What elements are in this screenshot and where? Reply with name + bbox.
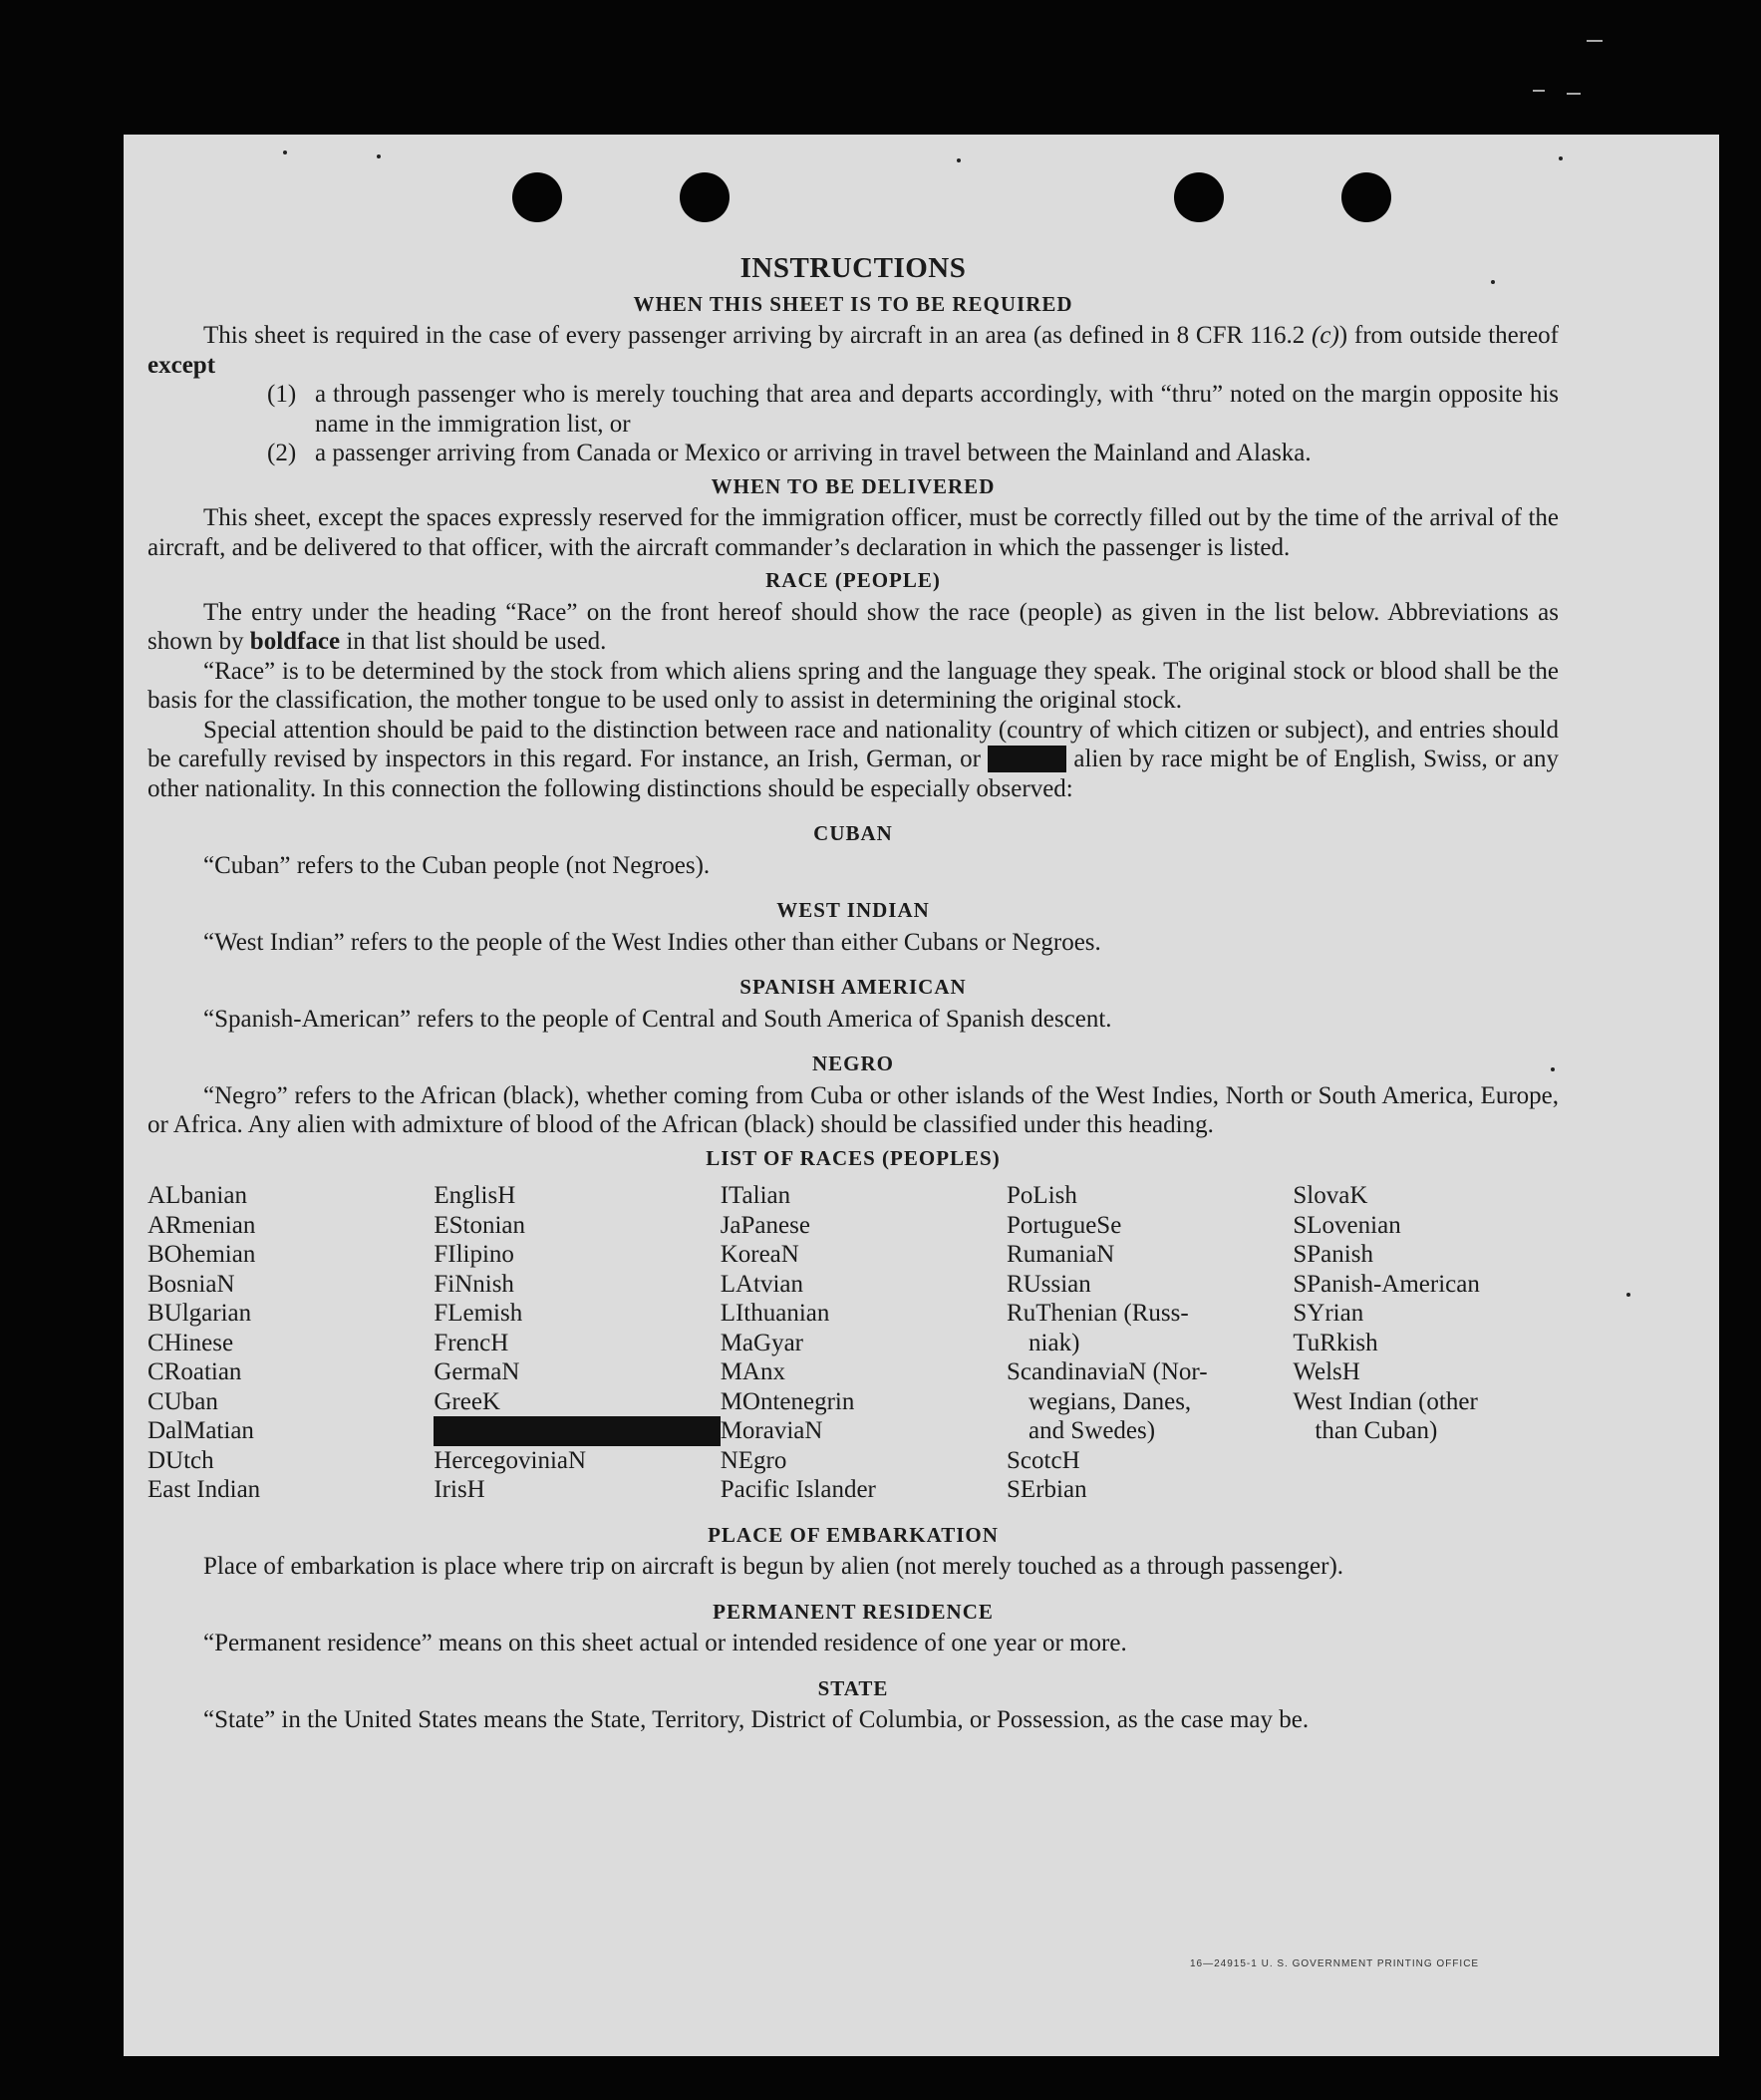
heading-west-indian: WEST INDIAN	[776, 898, 930, 922]
punch-hole	[1341, 172, 1391, 222]
races-column	[147, 1181, 434, 1505]
races-column	[1007, 1181, 1293, 1505]
race-entry: PoLish	[1007, 1182, 1077, 1209]
race-entry: LAtvian	[720, 1270, 804, 1298]
race-entry: FrencH	[434, 1329, 509, 1356]
paragraph-race-2: “Race” is to be determined by the stock from which aliens spring and the language they speak. The original stock or blood shall be the basis for the classification, the mother tongue to be used only to assist in determining the original stock.	[147, 657, 1559, 714]
heading-when-delivered: WHEN TO BE DELIVERED	[711, 473, 996, 498]
race-entry: SPanish-American	[1293, 1270, 1480, 1298]
race-entry: SYrian	[1293, 1300, 1364, 1327]
race-entry: EStonian	[434, 1211, 526, 1239]
race-entry: DalMatian	[147, 1417, 254, 1444]
paper-speck	[1626, 1293, 1630, 1297]
race-entry: BUlgarian	[147, 1300, 252, 1327]
race-entry: TuRkish	[1293, 1329, 1378, 1356]
paragraph-negro: “Negro” refers to the African (black), whether coming from Cuba or other islands of the West Indies, North or South America, Europe, or Africa. Any alien with admixture of blood of the African (black) should be classified under this heading.	[147, 1081, 1559, 1138]
race-entry: MOntenegrin	[720, 1387, 855, 1415]
race-entry: CRoatian	[147, 1358, 242, 1385]
heading-state: STATE	[817, 1675, 889, 1700]
heading-list-of-races: LIST OF RACES (PEOPLES)	[706, 1145, 1001, 1170]
paragraph-west-indian: “West Indian” refers to the people of the West Indies other than either Cubans or Negroes.	[203, 928, 1101, 956]
race-entry: ScotcH	[1007, 1446, 1080, 1474]
punch-hole	[1174, 172, 1224, 222]
race-entry: and Swedes)	[1028, 1417, 1156, 1444]
race-entry: CUban	[147, 1387, 218, 1415]
race-entry: DUtch	[147, 1446, 214, 1474]
edge-mark	[1587, 40, 1603, 42]
race-entry: HercegoviniaN	[434, 1446, 587, 1474]
races-column	[1293, 1181, 1559, 1505]
race-entry: FiNnish	[434, 1270, 514, 1298]
race-entry: wegians, Danes,	[1028, 1387, 1192, 1415]
race-entry: East Indian	[147, 1476, 261, 1503]
races-column	[721, 1181, 1007, 1505]
race-entry: MoraviaN	[720, 1417, 823, 1444]
printer-imprint: 16—24915-1 U. S. GOVERNMENT PRINTING OFFICE	[1190, 1958, 1480, 1969]
heading-embarkation: PLACE OF EMBARKATION	[708, 1522, 999, 1547]
paragraph-state: “State” in the United States means the State, Territory, District of Columbia, or Possession, as the case may be.	[203, 1706, 1310, 1733]
page-title: INSTRUCTIONS	[739, 252, 967, 284]
document-page	[124, 135, 1719, 2056]
paragraph-permanent-residence: “Permanent residence” means on this sheet actual or intended residence of one year or more.	[203, 1630, 1127, 1656]
paragraph-race-3: Special attention should be paid to the distinction between race and nationality (country of which citizen or subject), and entries should be carefully revised by inspectors in this regard. For instance, an Irish, German, or alien by race might be of English, Swiss, or any other nationality. In this connection the following distinctions should be especially observed:	[147, 716, 1559, 802]
race-entry: BOhemian	[147, 1241, 256, 1268]
heading-permanent-residence: PERMANENT RESIDENCE	[713, 1599, 994, 1624]
heading-spanish-american: SPANISH AMERICAN	[739, 975, 967, 999]
race-entry: RuThenian (Russ-	[1007, 1300, 1189, 1327]
race-entry	[434, 1416, 720, 1446]
heading-when-required: WHEN THIS SHEET IS TO BE REQUIRED	[633, 291, 1073, 316]
race-entry: WelsH	[1293, 1358, 1360, 1385]
race-entry: JaPanese	[720, 1211, 810, 1239]
race-entry: SlovaK	[1293, 1182, 1368, 1209]
race-entry: KoreaN	[720, 1241, 799, 1268]
race-entry: ALbanian	[147, 1182, 247, 1209]
punch-hole	[512, 172, 562, 222]
instructions-body	[147, 254, 1559, 1735]
race-entry: ScandinaviaN (Nor-	[1007, 1358, 1208, 1385]
list-item: (2) a passenger arriving from Canada or Mexico or arriving in travel between the Mainland and Alaska.	[267, 440, 1312, 466]
paragraph-when-required: This sheet is required in the case of every passenger arriving by aircraft in an area (as defined in 8 CFR 116.2 (c)) from outside thereof except	[147, 322, 1559, 379]
punch-hole	[680, 172, 730, 222]
edge-mark	[1567, 93, 1581, 95]
paper-speck	[377, 154, 381, 158]
race-entry: SLovenian	[1293, 1211, 1401, 1239]
race-entry: LIthuanian	[720, 1300, 830, 1327]
race-entry: niak)	[1028, 1329, 1080, 1356]
race-entry: FIlipino	[434, 1241, 514, 1268]
paragraph-when-delivered: This sheet, except the spaces expressly reserved for the immigration officer, must be correctly filled out by the time of the arrival of the aircraft, and be delivered to that officer, with the aircraft commander’s declaration in which the passenger is listed.	[147, 504, 1559, 561]
race-entry: SPanish	[1293, 1241, 1373, 1268]
race-entry: RUssian	[1007, 1270, 1091, 1298]
paper-speck	[283, 150, 287, 154]
redacted-word	[988, 746, 1066, 772]
race-entry: West Indian (other	[1293, 1387, 1478, 1415]
heading-negro: NEGRO	[811, 1051, 894, 1075]
edge-mark	[1533, 90, 1545, 92]
race-entry: RumaniaN	[1007, 1241, 1115, 1268]
race-entry: BosniaN	[147, 1270, 235, 1298]
race-entry: ARmenian	[147, 1211, 256, 1239]
paragraph-race-1: The entry under the heading “Race” on the front hereof should show the race (people) as given in the list below. Abbreviations as shown by boldface in that list should be used.	[147, 598, 1559, 655]
paragraph-cuban: “Cuban” refers to the Cuban people (not Negroes).	[203, 851, 711, 879]
race-entry: MaGyar	[720, 1329, 803, 1356]
race-entry: GreeK	[434, 1387, 500, 1415]
list-item: (1) a through passenger who is merely touching that area and departs accordingly, with “thru” noted on the margin opposite his name in the immigration list, or	[267, 381, 1559, 438]
race-entry: than Cuban)	[1315, 1417, 1438, 1444]
race-entry: EnglisH	[434, 1182, 516, 1209]
race-entry: IrisH	[434, 1476, 485, 1503]
heading-cuban: CUBAN	[813, 821, 893, 845]
paper-speck	[957, 158, 961, 162]
race-entry: CHinese	[147, 1329, 234, 1356]
race-entry: MAnx	[720, 1358, 785, 1385]
race-entry: Pacific Islander	[720, 1476, 876, 1503]
race-entry: FLemish	[434, 1300, 523, 1327]
race-entry: SErbian	[1007, 1476, 1087, 1503]
heading-race: RACE (PEOPLE)	[765, 568, 941, 592]
race-entry: NEgro	[720, 1446, 787, 1474]
paragraph-embarkation: Place of embarkation is place where trip on aircraft is begun by alien (not merely touched as a through passenger).	[203, 1553, 1344, 1580]
paper-speck	[1559, 156, 1563, 160]
race-entry: ITalian	[720, 1182, 791, 1209]
race-entry: PortugueSe	[1007, 1211, 1122, 1239]
race-entry: GermaN	[434, 1358, 520, 1385]
paragraph-spanish-american: “Spanish-American” refers to the people of Central and South America of Spanish descent.	[203, 1005, 1112, 1033]
races-table	[147, 1181, 1559, 1505]
races-column	[434, 1181, 720, 1505]
